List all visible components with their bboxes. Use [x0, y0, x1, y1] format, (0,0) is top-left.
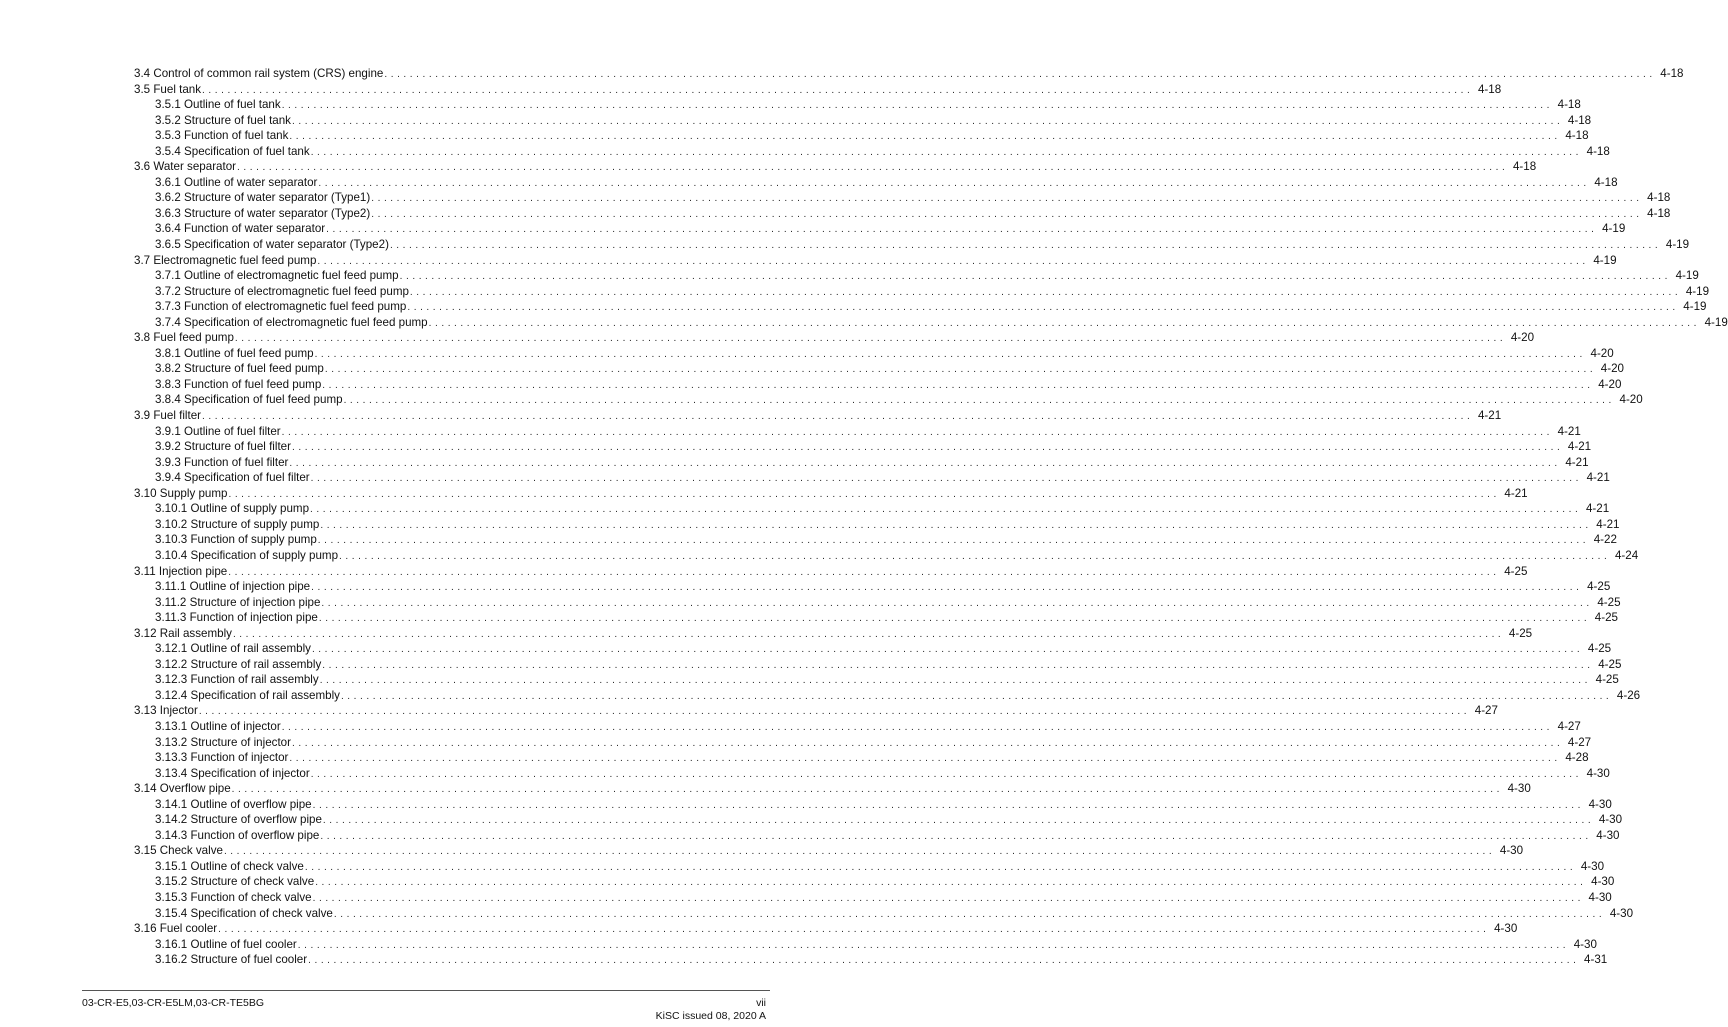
toc-subsection-entry[interactable]	[134, 470, 1610, 486]
toc-leader-dots: . . . . . . . . . . . . . . . . . . . . . . . . . . . . . . . . . . . . . . . . . . . . . . . . . . . . . . . . . . . . . . . . . . . . . . . . . . . . . . . . . . . . . . . . . . . . . . . . . . . . . . . . . . . . . . . . . . . . . . . . . . . . . . . . . . . . . . . . . . . . . . . . . . . . . . . . . . . . . . . . . . . . . . . . . . . . . . . . . . . . . . . . . . . . . . . . . . . . . . . .	[322, 659, 1591, 671]
toc-leader-dots: . . . . . . . . . . . . . . . . . . . . . . . . . . . . . . . . . . . . . . . . . . . . . . . . . . . . . . . . . . . . . . . . . . . . . . . . . . . . . . . . . . . . . . . . . . . . . . . . . . . . . . . . . . . . . . . . . . . . . . . . . . . . . . . . . . . . . . . . . . . . . . . . . . . . . . . . . . . . . . . . . . . . . . . . . . . . . . . . . . . . . . . . . . . . . . . . . . . . . . . .	[308, 955, 1577, 967]
toc-entry-page: 4-20	[1600, 362, 1625, 376]
toc-entry-page: 4-21	[1565, 455, 1589, 469]
toc-entry-title: 3.9.2 Structure of fuel filter	[155, 440, 291, 454]
toc-entry-page: 4-19	[1704, 315, 1728, 329]
toc-entry-title: 3.6.3 Structure of water separator (Type2)	[155, 206, 371, 220]
toc-subsection-entry[interactable]	[134, 657, 1622, 673]
toc-subsection-entry[interactable]	[134, 766, 1610, 782]
toc-entry-page: 4-21	[1477, 409, 1502, 423]
toc-entry-title: 3.12.2 Structure of rail assembly	[155, 657, 322, 671]
table-of-contents	[134, 66, 1728, 968]
toc-subsection-entry[interactable]	[134, 237, 1690, 253]
toc-leader-dots: . . . . . . . . . . . . . . . . . . . . . . . . . . . . . . . . . . . . . . . . . . . . . . . . . . . . . . . . . . . . . . . . . . . . . . . . . . . . . . . . . . . . . . . . . . . . . . . . . . . . . . . . . . . . . . . . . . . . . . . . . . . . . . . . . . . . . . . . . . . . . . . . . . . . . . . . . . . . . . . . . . . . . . . . . . . . . . . . . . . . . . . . . . . . . . . . . . . . . . . .	[318, 613, 1588, 625]
toc-entry-title: 3.14.2 Structure of overflow pipe	[155, 813, 322, 827]
toc-entry-title: 3.8.1 Outline of fuel feed pump	[155, 346, 314, 360]
toc-leader-dots: . . . . . . . . . . . . . . . . . . . . . . . . . . . . . . . . . . . . . . . . . . . . . . . . . . . . . . . . . . . . . . . . . . . . . . . . . . . . . . . . . . . . . . . . . . . . . . . . . . . . . . . . . . . . . . . . . . . . . . . . . . . . . . . . . . . . . . . . . . . . . . . . . . . . . . . . . . . . . . . . . . . . . . . . . . . . . . . . . . . . . . . . . . . . . . . . . . . . . . . .	[399, 271, 1668, 283]
toc-entry-title: 3.8.3 Function of fuel feed pump	[155, 377, 322, 391]
toc-entry-title: 3.16 Fuel cooler	[134, 922, 218, 936]
toc-leader-dots: . . . . . . . . . . . . . . . . . . . . . . . . . . . . . . . . . . . . . . . . . . . . . . . . . . . . . . . . . . . . . . . . . . . . . . . . . . . . . . . . . . . . . . . . . . . . . . . . . . . . . . . . . . . . . . . . . . . . . . . . . . . . . . . . . . . . . . . . . . . . . . . . . . . . . . . . . . . . . . . . . . . . . . . . . . . . . . . . . . . . . . . . . . . . . . . . . . . . . . . .	[371, 208, 1640, 220]
toc-entry-title: 3.7.1 Outline of electromagnetic fuel feed pump	[155, 269, 399, 283]
toc-subsection-entry[interactable]	[134, 890, 1612, 906]
toc-entry-page: 4-21	[1596, 517, 1620, 531]
toc-entry-page: 4-21	[1557, 424, 1581, 438]
toc-subsection-entry[interactable]	[134, 579, 1611, 595]
toc-entry-page: 4-28	[1565, 751, 1589, 765]
toc-subsection-entry[interactable]	[134, 532, 1617, 548]
toc-entry-page: 4-30	[1499, 844, 1524, 858]
toc-subsection-entry[interactable]	[134, 937, 1597, 953]
toc-leader-dots: . . . . . . . . . . . . . . . . . . . . . . . . . . . . . . . . . . . . . . . . . . . . . . . . . . . . . . . . . . . . . . . . . . . . . . . . . . . . . . . . . . . . . . . . . . . . . . . . . . . . . . . . . . . . . . . . . . . . . . . . . . . . . . . . . . . . . . . . . . . . . . . . . . . . . . . . . . . . . . . . . . . . . . . . . . . . . . . . . . . . . . . . . . . . . . . . . . . . . . . .	[333, 908, 1603, 920]
toc-entry-title: 3.11 Injection pipe	[134, 564, 228, 578]
toc-subsection-entry[interactable]	[134, 361, 1625, 377]
toc-leader-dots: . . . . . . . . . . . . . . . . . . . . . . . . . . . . . . . . . . . . . . . . . . . . . . . . . . . . . . . . . . . . . . . . . . . . . . . . . . . . . . . . . . . . . . . . . . . . . . . . . . . . . . . . . . . . . . . . . . . . . . . . . . . . . . . . . . . . . . . . . . . . . . . . . . . . . . . . . . . . . . . . . . . . . . . . . . . . . . . . . . . . . . . . . . . . . . . . . . . . . . . .	[312, 799, 1581, 811]
toc-subsection-entry[interactable]	[134, 797, 1612, 813]
toc-leader-dots: . . . . . . . . . . . . . . . . . . . . . . . . . . . . . . . . . . . . . . . . . . . . . . . . . . . . . . . . . . . . . . . . . . . . . . . . . . . . . . . . . . . . . . . . . . . . . . . . . . . . . . . . . . . . . . . . . . . . . . . . . . . . . . . . . . . . . . . . . . . . . . . . . . . . . . . . . . . . . . . . . . . . . . . . . . . . . . . . . . . . . . . . . . . . . . . . . . . . . . . .	[371, 193, 1640, 205]
toc-entry-title: 3.9.1 Outline of fuel filter	[155, 424, 281, 438]
toc-entry-page: 4-20	[1619, 393, 1643, 407]
toc-entry-page: 4-25	[1594, 611, 1619, 625]
toc-leader-dots: . . . . . . . . . . . . . . . . . . . . . . . . . . . . . . . . . . . . . . . . . . . . . . . . . . . . . . . . . . . . . . . . . . . . . . . . . . . . . . . . . . . . . . . . . . . . . . . . . . . . . . . . . . . . . . . . . . . . . . . . . . . . . . . . . . . . . . . . . . . . . . . . . . . . . . . . . . . . . . . . . . . . . . . . . . . . . . . . . . . . . . . . . . . . . . . . . . . . . . . .	[322, 815, 1592, 827]
toc-subsection-entry[interactable]	[134, 750, 1589, 766]
toc-leader-dots: . . . . . . . . . . . . . . . . . . . . . . . . . . . . . . . . . . . . . . . . . . . . . . . . . . . . . . . . . . . . . . . . . . . . . . . . . . . . . . . . . . . . . . . . . . . . . . . . . . . . . . . . . . . . . . . . . . . . . . . . . . . . . . . . . . . . . . . . . . . . . . . . . . . . . . . . . . . . . . . . . . . . . . . . . . . . . . . . . . . . . . . . . . . . . . . . . . . . . . . .	[218, 924, 1487, 936]
toc-entry-title: 3.5 Fuel tank	[134, 82, 202, 96]
toc-entry-title: 3.6.2 Structure of water separator (Type1)	[155, 191, 371, 205]
toc-entry-title: 3.13.4 Specification of injector	[155, 766, 310, 780]
toc-subsection-entry[interactable]	[134, 719, 1581, 735]
toc-subsection-entry[interactable]	[134, 128, 1589, 144]
toc-subsection-entry[interactable]	[134, 392, 1643, 408]
toc-entry-page: 4-30	[1591, 875, 1615, 889]
toc-entry-title: 3.15 Check valve	[134, 844, 223, 858]
toc-entry-title: 3.6 Water separator	[134, 160, 237, 174]
toc-section-entry[interactable]	[134, 781, 1531, 797]
toc-entry-title: 3.5.2 Structure of fuel tank	[155, 113, 291, 127]
toc-subsection-entry[interactable]	[134, 221, 1626, 237]
toc-entry-page: 4-19	[1675, 269, 1699, 283]
toc-leader-dots: . . . . . . . . . . . . . . . . . . . . . . . . . . . . . . . . . . . . . . . . . . . . . . . . . . . . . . . . . . . . . . . . . . . . . . . . . . . . . . . . . . . . . . . . . . . . . . . . . . . . . . . . . . . . . . . . . . . . . . . . . . . . . . . . . . . . . . . . . . . . . . . . . . . . . . . . . . . . . . . . . . . . . . . . . . . . . . . . . . . . . . . . . . . . . . . . . . . . . . . .	[326, 224, 1595, 236]
toc-entry-page: 4-19	[1593, 253, 1617, 267]
toc-entry-page: 4-25	[1598, 657, 1622, 671]
toc-entry-page: 4-31	[1584, 953, 1608, 967]
toc-leader-dots: . . . . . . . . . . . . . . . . . . . . . . . . . . . . . . . . . . . . . . . . . . . . . . . . . . . . . . . . . . . . . . . . . . . . . . . . . . . . . . . . . . . . . . . . . . . . . . . . . . . . . . . . . . . . . . . . . . . . . . . . . . . . . . . . . . . . . . . . . . . . . . . . . . . . . . . . . . . . . . . . . . . . . . . . . . . . . . . . . . . . . . . . . . . . . . . . . . . . . . . .	[317, 535, 1586, 547]
toc-entry-title: 3.4 Control of common rail system (CRS) engine	[134, 67, 384, 80]
toc-subsection-entry[interactable]	[134, 641, 1612, 657]
toc-leader-dots: . . . . . . . . . . . . . . . . . . . . . . . . . . . . . . . . . . . . . . . . . . . . . . . . . . . . . . . . . . . . . . . . . . . . . . . . . . . . . . . . . . . . . . . . . . . . . . . . . . . . . . . . . . . . . . . . . . . . . . . . . . . . . . . . . . . . . . . . . . . . . . . . . . . . . . . . . . . . . . . . . . . . . . . . . . . . . . . . . . . . . . . . . . . . . . . . . . . . . . . .	[281, 100, 1550, 112]
toc-entry-page: 4-25	[1597, 595, 1621, 609]
toc-leader-dots: . . . . . . . . . . . . . . . . . . . . . . . . . . . . . . . . . . . . . . . . . . . . . . . . . . . . . . . . . . . . . . . . . . . . . . . . . . . . . . . . . . . . . . . . . . . . . . . . . . . . . . . . . . . . . . . . . . . . . . . . . . . . . . . . . . . . . . . . . . . . . . . . . . . . . . . . . . . . . . . . . . . . . . . . . . . . . . . . . . . . . . . . . . . . . . . . . . . . . . . .	[228, 566, 1497, 578]
toc-entry-page: 4-21	[1504, 486, 1528, 500]
toc-entry-page: 4-20	[1590, 346, 1614, 360]
toc-entry-title: 3.7 Electromagnetic fuel feed pump	[134, 253, 317, 267]
toc-entry-page: 4-26	[1616, 688, 1641, 702]
toc-entry-page: 4-30	[1588, 797, 1612, 811]
toc-entry-title: 3.15.2 Structure of check valve	[155, 875, 315, 889]
issue-note: KiSC issued 08, 2020 A	[655, 1010, 766, 1022]
toc-entry-title: 3.8 Fuel feed pump	[134, 331, 234, 345]
toc-entry-title: 3.13 Injector	[134, 704, 198, 718]
toc-entry-title: 3.5.3 Function of fuel tank	[155, 129, 289, 143]
toc-entry-title: 3.12.4 Specification of rail assembly	[155, 688, 340, 702]
toc-entry-title: 3.15.3 Function of check valve	[155, 890, 312, 904]
toc-entry-page: 4-20	[1510, 331, 1535, 345]
toc-subsection-entry[interactable]	[134, 206, 1671, 222]
toc-leader-dots: . . . . . . . . . . . . . . . . . . . . . . . . . . . . . . . . . . . . . . . . . . . . . . . . . . . . . . . . . . . . . . . . . . . . . . . . . . . . . . . . . . . . . . . . . . . . . . . . . . . . . . . . . . . . . . . . . . . . . . . . . . . . . . . . . . . . . . . . . . . . . . . . . . . . . . . . . . . . . . . . . . . . . . . . . . . . . . . . . . . . . . . . . . . . . . . . . . . . . . . .	[289, 753, 1558, 765]
toc-entry-title: 3.8.2 Structure of fuel feed pump	[155, 362, 324, 376]
toc-entry-page: 4-24	[1614, 548, 1639, 562]
toc-subsection-entry[interactable]	[134, 377, 1622, 393]
toc-entry-title: 3.13.1 Outline of injector	[155, 719, 281, 733]
toc-entry-title: 3.16.2 Structure of fuel cooler	[155, 953, 308, 967]
toc-leader-dots: . . . . . . . . . . . . . . . . . . . . . . . . . . . . . . . . . . . . . . . . . . . . . . . . . . . . . . . . . . . . . . . . . . . . . . . . . . . . . . . . . . . . . . . . . . . . . . . . . . . . . . . . . . . . . . . . . . . . . . . . . . . . . . . . . . . . . . . . . . . . . . . . . . . . . . . . . . . . . . . . . . . . . . . . . . . . . . . . . . . . . . . . . . . . . . . . . . . . . . . .	[310, 146, 1579, 158]
toc-entry-title: 3.14.1 Outline of overflow pipe	[155, 797, 312, 811]
toc-subsection-entry[interactable]	[134, 299, 1707, 315]
toc-entry-title: 3.12 Rail assembly	[134, 626, 232, 640]
toc-entry-page: 4-30	[1596, 828, 1620, 842]
toc-subsection-entry[interactable]	[134, 113, 1592, 129]
toc-entry-page: 4-27	[1474, 704, 1498, 718]
toc-leader-dots: . . . . . . . . . . . . . . . . . . . . . . . . . . . . . . . . . . . . . . . . . . . . . . . . . . . . . . . . . . . . . . . . . . . . . . . . . . . . . . . . . . . . . . . . . . . . . . . . . . . . . . . . . . . . . . . . . . . . . . . . . . . . . . . . . . . . . . . . . . . . . . . . . . . . . . . . . . . . . . . . . . . . . . . . . . . . . . . . . . . . . . . . . . . . . . . . . . . . . . . .	[315, 877, 1584, 889]
toc-entry-title: 3.14 Overflow pipe	[134, 782, 231, 796]
toc-entry-title: 3.10.1 Outline of supply pump	[155, 502, 310, 516]
toc-entry-title: 3.7.3 Function of electromagnetic fuel feed pump	[155, 300, 407, 314]
toc-entry-title: 3.5.1 Outline of fuel tank	[155, 98, 281, 112]
toc-entry-title: 3.6.1 Outline of water separator	[155, 175, 318, 189]
toc-leader-dots: . . . . . . . . . . . . . . . . . . . . . . . . . . . . . . . . . . . . . . . . . . . . . . . . . . . . . . . . . . . . . . . . . . . . . . . . . . . . . . . . . . . . . . . . . . . . . . . . . . . . . . . . . . . . . . . . . . . . . . . . . . . . . . . . . . . . . . . . . . . . . . . . . . . . . . . . . . . . . . . . . . . . . . . . . . . . . . . . . . . . . . . . . . . . . . . . . . . . . . . .	[321, 597, 1590, 609]
toc-entry-title: 3.13.2 Structure of injector	[155, 735, 291, 749]
toc-entry-page: 4-21	[1585, 502, 1610, 516]
toc-entry-page: 4-18	[1565, 129, 1589, 143]
toc-entry-page: 4-30	[1580, 859, 1605, 873]
toc-leader-dots: . . . . . . . . . . . . . . . . . . . . . . . . . . . . . . . . . . . . . . . . . . . . . . . . . . . . . . . . . . . . . . . . . . . . . . . . . . . . . . . . . . . . . . . . . . . . . . . . . . . . . . . . . . . . . . . . . . . . . . . . . . . . . . . . . . . . . . . . . . . . . . . . . . . . . . . . . . . . . . . . . . . . . . . . . . . . . . . . . . . . . . . . . . . . . . . . . . . . . . . .	[428, 317, 1697, 329]
toc-entry-page: 4-30	[1507, 782, 1531, 796]
toc-leader-dots: . . . . . . . . . . . . . . . . . . . . . . . . . . . . . . . . . . . . . . . . . . . . . . . . . . . . . . . . . . . . . . . . . . . . . . . . . . . . . . . . . . . . . . . . . . . . . . . . . . . . . . . . . . . . . . . . . . . . . . . . . . . . . . . . . . . . . . . . . . . . . . . . . . . . . . . . . . . . . . . . . . . . . . . . . . . . . . . . . . . . . . . . . . . . . . . . . . . . . . . .	[304, 861, 1574, 873]
toc-subsection-entry[interactable]	[134, 812, 1623, 828]
toc-leader-dots: . . . . . . . . . . . . . . . . . . . . . . . . . . . . . . . . . . . . . . . . . . . . . . . . . . . . . . . . . . . . . . . . . . . . . . . . . . . . . . . . . . . . . . . . . . . . . . . . . . . . . . . . . . . . . . . . . . . . . . . . . . . . . . . . . . . . . . . . . . . . . . . . . . . . . . . . . . . . . . . . . . . . . . . . . . . . . . . . . . . . . . . . . . . . . . . . . . . . . . . .	[281, 426, 1550, 438]
toc-subsection-entry[interactable]	[134, 610, 1619, 626]
toc-leader-dots: . . . . . . . . . . . . . . . . . . . . . . . . . . . . . . . . . . . . . . . . . . . . . . . . . . . . . . . . . . . . . . . . . . . . . . . . . . . . . . . . . . . . . . . . . . . . . . . . . . . . . . . . . . . . . . . . . . . . . . . . . . . . . . . . . . . . . . . . . . . . . . . . . . . . . . . . . . . . . . . . . . . . . . . . . . . . . . . . . . . . . . . . . . . . . . . . . . . . . . . .	[232, 628, 1502, 640]
toc-leader-dots: . . . . . . . . . . . . . . . . . . . . . . . . . . . . . . . . . . . . . . . . . . . . . . . . . . . . . . . . . . . . . . . . . . . . . . . . . . . . . . . . . . . . . . . . . . . . . . . . . . . . . . . . . . . . . . . . . . . . . . . . . . . . . . . . . . . . . . . . . . . . . . . . . . . . . . . . . . . . . . . . . . . . . . . . . . . . . . . . . . . . . . . . . . . . . . . . . . . . . . . .	[310, 473, 1579, 485]
toc-leader-dots: . . . . . . . . . . . . . . . . . . . . . . . . . . . . . . . . . . . . . . . . . . . . . . . . . . . . . . . . . . . . . . . . . . . . . . . . . . . . . . . . . . . . . . . . . . . . . . . . . . . . . . . . . . . . . . . . . . . . . . . . . . . . . . . . . . . . . . . . . . . . . . . . . . . . . . . . . . . . . . . . . . . . . . . . . . . . . . . . . . . . . . . . . . . . . . . . . . . . . . . .	[310, 768, 1579, 780]
toc-section-entry[interactable]	[134, 564, 1528, 580]
toc-section-entry[interactable]	[134, 253, 1617, 269]
toc-subsection-entry[interactable]	[134, 175, 1618, 191]
toc-subsection-entry[interactable]	[134, 501, 1610, 517]
toc-entry-page: 4-21	[1586, 471, 1610, 485]
toc-leader-dots: . . . . . . . . . . . . . . . . . . . . . . . . . . . . . . . . . . . . . . . . . . . . . . . . . . . . . . . . . . . . . . . . . . . . . . . . . . . . . . . . . . . . . . . . . . . . . . . . . . . . . . . . . . . . . . . . . . . . . . . . . . . . . . . . . . . . . . . . . . . . . . . . . . . . . . . . . . . . . . . . . . . . . . . . . . . . . . . . . . . . . . . . . . . . . . . . . . . . . . . .	[317, 255, 1586, 267]
toc-entry-page: 4-30	[1586, 766, 1610, 780]
toc-entry-page: 4-18	[1512, 160, 1537, 174]
toc-entry-title: 3.16.1 Outline of fuel cooler	[155, 937, 297, 951]
toc-subsection-entry[interactable]	[134, 97, 1581, 113]
toc-entry-title: 3.10.4 Specification of supply pump	[155, 548, 339, 562]
toc-leader-dots: . . . . . . . . . . . . . . . . . . . . . . . . . . . . . . . . . . . . . . . . . . . . . . . . . . . . . . . . . . . . . . . . . . . . . . . . . . . . . . . . . . . . . . . . . . . . . . . . . . . . . . . . . . . . . . . . . . . . . . . . . . . . . . . . . . . . . . . . . . . . . . . . . . . . . . . . . . . . . . . . . . . . . . . . . . . . . . . . . . . . . . . . . . . . . . . . . . . . . . . .	[319, 675, 1588, 687]
toc-leader-dots: . . . . . . . . . . . . . . . . . . . . . . . . . . . . . . . . . . . . . . . . . . . . . . . . . . . . . . . . . . . . . . . . . . . . . . . . . . . . . . . . . . . . . . . . . . . . . . . . . . . . . . . . . . . . . . . . . . . . . . . . . . . . . . . . . . . . . . . . . . . . . . . . . . . . . . . . . . . . . . . . . . . . . . . . . . . . . . . . . . . . . . . . . . . . . . . . . . . . . . . .	[228, 488, 1497, 500]
toc-entry-page: 4-18	[1647, 206, 1671, 220]
toc-leader-dots: . . . . . . . . . . . . . . . . . . . . . . . . . . . . . . . . . . . . . . . . . . . . . . . . . . . . . . . . . . . . . . . . . . . . . . . . . . . . . . . . . . . . . . . . . . . . . . . . . . . . . . . . . . . . . . . . . . . . . . . . . . . . . . . . . . . . . . . . . . . . . . . . . . . . . . . . . . . . . . . . . . . . . . . . . . . . . . . . . . . . . . . . . . . . . . . . . . . . . . . .	[320, 830, 1589, 842]
toc-entry-page: 4-19	[1685, 284, 1710, 298]
toc-leader-dots: . . . . . . . . . . . . . . . . . . . . . . . . . . . . . . . . . . . . . . . . . . . . . . . . . . . . . . . . . . . . . . . . . . . . . . . . . . . . . . . . . . . . . . . . . . . . . . . . . . . . . . . . . . . . . . . . . . . . . . . . . . . . . . . . . . . . . . . . . . . . . . . . . . . . . . . . . . . . . . . . . . . . . . . . . . . . . . . . . . . . . . . . . . . . . . . . . . . . . . . .	[231, 784, 1500, 796]
toc-entry-page: 4-19	[1602, 222, 1626, 236]
toc-entry-page: 4-18	[1660, 67, 1684, 80]
toc-subsection-entry[interactable]	[134, 268, 1699, 284]
toc-entry-page: 4-18	[1557, 98, 1581, 112]
toc-subsection-entry[interactable]	[134, 735, 1592, 751]
toc-subsection-entry[interactable]	[134, 906, 1634, 922]
toc-subsection-entry[interactable]	[134, 595, 1621, 611]
toc-entry-title: 3.12.1 Outline of rail assembly	[155, 642, 311, 656]
toc-subsection-entry[interactable]	[134, 874, 1615, 890]
toc-section-entry[interactable]	[134, 408, 1502, 424]
toc-leader-dots: . . . . . . . . . . . . . . . . . . . . . . . . . . . . . . . . . . . . . . . . . . . . . . . . . . . . . . . . . . . . . . . . . . . . . . . . . . . . . . . . . . . . . . . . . . . . . . . . . . . . . . . . . . . . . . . . . . . . . . . . . . . . . . . . . . . . . . . . . . . . . . . . . . . . . . . . . . . . . . . . . . . . . . . . . . . . . . . . . . . . . . . . . . . . . . . . . . . . . . . .	[291, 737, 1561, 749]
toc-entry-page: 4-25	[1508, 626, 1533, 640]
toc-subsection-entry[interactable]	[134, 190, 1671, 206]
toc-section-entry[interactable]	[134, 921, 1518, 937]
toc-entry-page: 4-18	[1477, 82, 1502, 96]
toc-section-entry[interactable]	[134, 486, 1528, 502]
toc-leader-dots: . . . . . . . . . . . . . . . . . . . . . . . . . . . . . . . . . . . . . . . . . . . . . . . . . . . . . . . . . . . . . . . . . . . . . . . . . . . . . . . . . . . . . . . . . . . . . . . . . . . . . . . . . . . . . . . . . . . . . . . . . . . . . . . . . . . . . . . . . . . . . . . . . . . . . . . . . . . . . . . . . . . . . . . . . . . . . . . . . . . . . . . . . . . . . . . . . . . . . . . .	[310, 504, 1579, 516]
toc-leader-dots: . . . . . . . . . . . . . . . . . . . . . . . . . . . . . . . . . . . . . . . . . . . . . . . . . . . . . . . . . . . . . . . . . . . . . . . . . . . . . . . . . . . . . . . . . . . . . . . . . . . . . . . . . . . . . . . . . . . . . . . . . . . . . . . . . . . . . . . . . . . . . . . . . . . . . . . . . . . . . . . . . . . . . . . . . . . . . . . . . . . . . . . . . . . . . . . . . . . . . . . .	[311, 644, 1581, 656]
toc-leader-dots: . . . . . . . . . . . . . . . . . . . . . . . . . . . . . . . . . . . . . . . . . . . . . . . . . . . . . . . . . . . . . . . . . . . . . . . . . . . . . . . . . . . . . . . . . . . . . . . . . . . . . . . . . . . . . . . . . . . . . . . . . . . . . . . . . . . . . . . . . . . . . . . . . . . . . . . . . . . . . . . . . . . . . . . . . . . . . . . . . . . . . . . . . . . . . . . . . . . . . . . .	[340, 690, 1610, 702]
toc-entry-title: 3.11.2 Structure of injection pipe	[155, 595, 321, 609]
toc-leader-dots: . . . . . . . . . . . . . . . . . . . . . . . . . . . . . . . . . . . . . . . . . . . . . . . . . . . . . . . . . . . . . . . . . . . . . . . . . . . . . . . . . . . . . . . . . . . . . . . . . . . . . . . . . . . . . . . . . . . . . . . . . . . . . . . . . . . . . . . . . . . . . . . . . . . . . . . . . . . . . . . . . . . . . . . . . . . . . . . . . . . . . . . . . . . . . . . . . . . . . . . .	[289, 457, 1558, 469]
toc-entry-title: 3.15.4 Specification of check valve	[155, 906, 333, 920]
toc-subsection-entry[interactable]	[134, 284, 1710, 300]
toc-leader-dots: . . . . . . . . . . . . . . . . . . . . . . . . . . . . . . . . . . . . . . . . . . . . . . . . . . . . . . . . . . . . . . . . . . . . . . . . . . . . . . . . . . . . . . . . . . . . . . . . . . . . . . . . . . . . . . . . . . . . . . . . . . . . . . . . . . . . . . . . . . . . . . . . . . . . . . . . . . . . . . . . . . . . . . . . . . . . . . . . . . . . . . . . . . . . . . . . . . . . . . . .	[237, 162, 1506, 174]
toc-entry-title: 3.11.1 Outline of injection pipe	[155, 580, 311, 594]
footer-divider	[82, 990, 770, 991]
toc-entry-page: 4-25	[1587, 642, 1612, 656]
toc-entry-title: 3.7.2 Structure of electromagnetic fuel feed pump	[155, 284, 409, 298]
toc-entry-title: 3.9.4 Specification of fuel filter	[155, 471, 310, 485]
toc-leader-dots: . . . . . . . . . . . . . . . . . . . . . . . . . . . . . . . . . . . . . . . . . . . . . . . . . . . . . . . . . . . . . . . . . . . . . . . . . . . . . . . . . . . . . . . . . . . . . . . . . . . . . . . . . . . . . . . . . . . . . . . . . . . . . . . . . . . . . . . . . . . . . . . . . . . . . . . . . . . . . . . . . . . . . . . . . . . . . . . . . . . . . . . . . . . . . . . . . . . . . . . .	[318, 177, 1587, 189]
toc-entry-page: 4-30	[1598, 813, 1623, 827]
toc-section-entry[interactable]	[134, 330, 1535, 346]
toc-entry-page: 4-30	[1609, 906, 1634, 920]
toc-leader-dots: . . . . . . . . . . . . . . . . . . . . . . . . . . . . . . . . . . . . . . . . . . . . . . . . . . . . . . . . . . . . . . . . . . . . . . . . . . . . . . . . . . . . . . . . . . . . . . . . . . . . . . . . . . . . . . . . . . . . . . . . . . . . . . . . . . . . . . . . . . . . . . . . . . . . . . . . . . . . . . . . . . . . . . . . . . . . . . . . . . . . . . . . . . . . . . . . . . . . . . . .	[281, 721, 1550, 733]
toc-entry-title: 3.8.4 Specification of fuel feed pump	[155, 393, 343, 407]
toc-entry-page: 4-25	[1587, 580, 1611, 594]
toc-section-entry[interactable]	[134, 82, 1502, 98]
toc-leader-dots: . . . . . . . . . . . . . . . . . . . . . . . . . . . . . . . . . . . . . . . . . . . . . . . . . . . . . . . . . . . . . . . . . . . . . . . . . . . . . . . . . . . . . . . . . . . . . . . . . . . . . . . . . . . . . . . . . . . . . . . . . . . . . . . . . . . . . . . . . . . . . . . . . . . . . . . . . . . . . . . . . . . . . . . . . . . . . . . . . . . . . . . . . . . . . . . . . . . . . . . .	[291, 115, 1561, 127]
toc-leader-dots: . . . . . . . . . . . . . . . . . . . . . . . . . . . . . . . . . . . . . . . . . . . . . . . . . . . . . . . . . . . . . . . . . . . . . . . . . . . . . . . . . . . . . . . . . . . . . . . . . . . . . . . . . . . . . . . . . . . . . . . . . . . . . . . . . . . . . . . . . . . . . . . . . . . . . . . . . . . . . . . . . . . . . . . . . . . . . . . . . . . . . . . . . . . . . . . . . . . . . . . .	[314, 348, 1583, 360]
toc-leader-dots: . . . . . . . . . . . . . . . . . . . . . . . . . . . . . . . . . . . . . . . . . . . . . . . . . . . . . . . . . . . . . . . . . . . . . . . . . . . . . . . . . . . . . . . . . . . . . . . . . . . . . . . . . . . . . . . . . . . . . . . . . . . . . . . . . . . . . . . . . . . . . . . . . . . . . . . . . . . . . . . . . . . . . . . . . . . . . . . . . . . . . . . . . . . . . . . . . . . . . . . .	[311, 582, 1580, 594]
toc-section-entry[interactable]	[134, 66, 1684, 82]
toc-leader-dots: . . . . . . . . . . . . . . . . . . . . . . . . . . . . . . . . . . . . . . . . . . . . . . . . . . . . . . . . . . . . . . . . . . . . . . . . . . . . . . . . . . . . . . . . . . . . . . . . . . . . . . . . . . . . . . . . . . . . . . . . . . . . . . . . . . . . . . . . . . . . . . . . . . . . . . . . . . . . . . . . . . . . . . . . . . . . . . . . . . . . . . . . . . . . . . . . . . . . . . . .	[322, 379, 1591, 391]
toc-entry-page: 4-25	[1504, 564, 1528, 578]
toc-entry-page: 4-19	[1665, 238, 1690, 252]
toc-subsection-entry[interactable]	[134, 672, 1619, 688]
toc-leader-dots: . . . . . . . . . . . . . . . . . . . . . . . . . . . . . . . . . . . . . . . . . . . . . . . . . . . . . . . . . . . . . . . . . . . . . . . . . . . . . . . . . . . . . . . . . . . . . . . . . . . . . . . . . . . . . . . . . . . . . . . . . . . . . . . . . . . . . . . . . . . . . . . . . . . . . . . . . . . . . . . . . . . . . . . . . . . . . . . . . . . . . . . . . . . . . . . . . . . . . . . .	[234, 333, 1504, 345]
toc-entry-page: 4-18	[1594, 175, 1618, 189]
toc-entry-title: 3.15.1 Outline of check valve	[155, 859, 304, 873]
toc-entry-title: 3.13.3 Function of injector	[155, 751, 289, 765]
toc-subsection-entry[interactable]	[134, 439, 1592, 455]
toc-subsection-entry[interactable]	[134, 455, 1589, 471]
toc-subsection-entry[interactable]	[134, 952, 1608, 968]
toc-entry-title: 3.6.4 Function of water separator	[155, 222, 326, 236]
toc-entry-page: 4-30	[1573, 937, 1597, 951]
toc-subsection-entry[interactable]	[134, 144, 1610, 160]
footer-model-codes: 03-CR-E5,03-CR-E5LM,03-CR-TE5BG	[82, 997, 265, 1009]
toc-leader-dots: . . . . . . . . . . . . . . . . . . . . . . . . . . . . . . . . . . . . . . . . . . . . . . . . . . . . . . . . . . . . . . . . . . . . . . . . . . . . . . . . . . . . . . . . . . . . . . . . . . . . . . . . . . . . . . . . . . . . . . . . . . . . . . . . . . . . . . . . . . . . . . . . . . . . . . . . . . . . . . . . . . . . . . . . . . . . . . . . . . . . . . . . . . . . . . . . . . . . . . . .	[320, 519, 1589, 531]
toc-leader-dots: . . . . . . . . . . . . . . . . . . . . . . . . . . . . . . . . . . . . . . . . . . . . . . . . . . . . . . . . . . . . . . . . . . . . . . . . . . . . . . . . . . . . . . . . . . . . . . . . . . . . . . . . . . . . . . . . . . . . . . . . . . . . . . . . . . . . . . . . . . . . . . . . . . . . . . . . . . . . . . . . . . . . . . . . . . . . . . . . . . . . . . . . . . . . . . . . . . . . . . . .	[223, 846, 1493, 858]
toc-leader-dots: . . . . . . . . . . . . . . . . . . . . . . . . . . . . . . . . . . . . . . . . . . . . . . . . . . . . . . . . . . . . . . . . . . . . . . . . . . . . . . . . . . . . . . . . . . . . . . . . . . . . . . . . . . . . . . . . . . . . . . . . . . . . . . . . . . . . . . . . . . . . . . . . . . . . . . . . . . . . . . . . . . . . . . . . . . . . . . . . . . . . . . . . . . . . . . . . . . . . . . . .	[312, 892, 1581, 904]
toc-leader-dots: . . . . . . . . . . . . . . . . . . . . . . . . . . . . . . . . . . . . . . . . . . . . . . . . . . . . . . . . . . . . . . . . . . . . . . . . . . . . . . . . . . . . . . . . . . . . . . . . . . . . . . . . . . . . . . . . . . . . . . . . . . . . . . . . . . . . . . . . . . . . . . . . . . . . . . . . . . . . . . . . . . . . . . . . . . . . . . . . . . . . . . . . . . . . . . . . . . . . . . . .	[384, 69, 1653, 80]
toc-leader-dots: . . . . . . . . . . . . . . . . . . . . . . . . . . . . . . . . . . . . . . . . . . . . . . . . . . . . . . . . . . . . . . . . . . . . . . . . . . . . . . . . . . . . . . . . . . . . . . . . . . . . . . . . . . . . . . . . . . . . . . . . . . . . . . . . . . . . . . . . . . . . . . . . . . . . . . . . . . . . . . . . . . . . . . . . . . . . . . . . . . . . . . . . . . . . . . . . . . . . . . . .	[202, 411, 1471, 423]
toc-entry-title: 3.10 Supply pump	[134, 486, 228, 500]
toc-leader-dots: . . . . . . . . . . . . . . . . . . . . . . . . . . . . . . . . . . . . . . . . . . . . . . . . . . . . . . . . . . . . . . . . . . . . . . . . . . . . . . . . . . . . . . . . . . . . . . . . . . . . . . . . . . . . . . . . . . . . . . . . . . . . . . . . . . . . . . . . . . . . . . . . . . . . . . . . . . . . . . . . . . . . . . . . . . . . . . . . . . . . . . . . . . . . . . . . . . . . . . . .	[407, 302, 1676, 314]
toc-section-entry[interactable]	[134, 159, 1537, 175]
toc-subsection-entry[interactable]	[134, 859, 1605, 875]
toc-subsection-entry[interactable]	[134, 548, 1639, 564]
toc-entry-page: 4-18	[1586, 144, 1610, 158]
toc-entry-page: 4-19	[1683, 300, 1707, 314]
toc-leader-dots: . . . . . . . . . . . . . . . . . . . . . . . . . . . . . . . . . . . . . . . . . . . . . . . . . . . . . . . . . . . . . . . . . . . . . . . . . . . . . . . . . . . . . . . . . . . . . . . . . . . . . . . . . . . . . . . . . . . . . . . . . . . . . . . . . . . . . . . . . . . . . . . . . . . . . . . . . . . . . . . . . . . . . . . . . . . . . . . . . . . . . . . . . . . . . . . . . . . . . . . .	[202, 84, 1471, 96]
toc-entry-title: 3.10.3 Function of supply pump	[155, 533, 317, 547]
toc-leader-dots: . . . . . . . . . . . . . . . . . . . . . . . . . . . . . . . . . . . . . . . . . . . . . . . . . . . . . . . . . . . . . . . . . . . . . . . . . . . . . . . . . . . . . . . . . . . . . . . . . . . . . . . . . . . . . . . . . . . . . . . . . . . . . . . . . . . . . . . . . . . . . . . . . . . . . . . . . . . . . . . . . . . . . . . . . . . . . . . . . . . . . . . . . . . . . . . . . . . . . . . .	[291, 442, 1561, 454]
toc-subsection-entry[interactable]	[134, 315, 1728, 331]
toc-entry-page: 4-18	[1647, 191, 1671, 205]
toc-entry-page: 4-27	[1557, 719, 1581, 733]
toc-entry-title: 3.7.4 Specification of electromagnetic fuel feed pump	[155, 315, 428, 329]
toc-subsection-entry[interactable]	[134, 688, 1641, 704]
toc-subsection-entry[interactable]	[134, 828, 1620, 844]
toc-leader-dots: . . . . . . . . . . . . . . . . . . . . . . . . . . . . . . . . . . . . . . . . . . . . . . . . . . . . . . . . . . . . . . . . . . . . . . . . . . . . . . . . . . . . . . . . . . . . . . . . . . . . . . . . . . . . . . . . . . . . . . . . . . . . . . . . . . . . . . . . . . . . . . . . . . . . . . . . . . . . . . . . . . . . . . . . . . . . . . . . . . . . . . . . . . . . . . . . . . . . . . . .	[198, 706, 1467, 718]
toc-subsection-entry[interactable]	[134, 517, 1620, 533]
toc-entry-page: 4-20	[1598, 377, 1622, 391]
toc-entry-page: 4-30	[1494, 922, 1518, 936]
toc-entry-title: 3.14.3 Function of overflow pipe	[155, 828, 320, 842]
toc-entry-title: 3.9.3 Function of fuel filter	[155, 455, 289, 469]
toc-leader-dots: . . . . . . . . . . . . . . . . . . . . . . . . . . . . . . . . . . . . . . . . . . . . . . . . . . . . . . . . . . . . . . . . . . . . . . . . . . . . . . . . . . . . . . . . . . . . . . . . . . . . . . . . . . . . . . . . . . . . . . . . . . . . . . . . . . . . . . . . . . . . . . . . . . . . . . . . . . . . . . . . . . . . . . . . . . . . . . . . . . . . . . . . . . . . . . . . . . . . . . . .	[324, 364, 1594, 376]
toc-entry-title: 3.11.3 Function of injection pipe	[155, 611, 318, 625]
toc-section-entry[interactable]	[134, 626, 1533, 642]
toc-leader-dots: . . . . . . . . . . . . . . . . . . . . . . . . . . . . . . . . . . . . . . . . . . . . . . . . . . . . . . . . . . . . . . . . . . . . . . . . . . . . . . . . . . . . . . . . . . . . . . . . . . . . . . . . . . . . . . . . . . . . . . . . . . . . . . . . . . . . . . . . . . . . . . . . . . . . . . . . . . . . . . . . . . . . . . . . . . . . . . . . . . . . . . . . . . . . . . . . . . . . . . . .	[343, 395, 1612, 407]
page-number: vii	[756, 997, 766, 1009]
toc-entry-page: 4-25	[1595, 673, 1619, 687]
toc-subsection-entry[interactable]	[134, 346, 1614, 362]
toc-leader-dots: . . . . . . . . . . . . . . . . . . . . . . . . . . . . . . . . . . . . . . . . . . . . . . . . . . . . . . . . . . . . . . . . . . . . . . . . . . . . . . . . . . . . . . . . . . . . . . . . . . . . . . . . . . . . . . . . . . . . . . . . . . . . . . . . . . . . . . . . . . . . . . . . . . . . . . . . . . . . . . . . . . . . . . . . . . . . . . . . . . . . . . . . . . . . . . . . . . . . . . . .	[289, 131, 1558, 143]
toc-leader-dots: . . . . . . . . . . . . . . . . . . . . . . . . . . . . . . . . . . . . . . . . . . . . . . . . . . . . . . . . . . . . . . . . . . . . . . . . . . . . . . . . . . . . . . . . . . . . . . . . . . . . . . . . . . . . . . . . . . . . . . . . . . . . . . . . . . . . . . . . . . . . . . . . . . . . . . . . . . . . . . . . . . . . . . . . . . . . . . . . . . . . . . . . . . . . . . . . . . . . . . . .	[297, 939, 1566, 951]
toc-leader-dots: . . . . . . . . . . . . . . . . . . . . . . . . . . . . . . . . . . . . . . . . . . . . . . . . . . . . . . . . . . . . . . . . . . . . . . . . . . . . . . . . . . . . . . . . . . . . . . . . . . . . . . . . . . . . . . . . . . . . . . . . . . . . . . . . . . . . . . . . . . . . . . . . . . . . . . . . . . . . . . . . . . . . . . . . . . . . . . . . . . . . . . . . . . . . . . . . . . . . . . . .	[389, 240, 1659, 252]
toc-entry-title: 3.12.3 Function of rail assembly	[155, 673, 319, 687]
toc-leader-dots: . . . . . . . . . . . . . . . . . . . . . . . . . . . . . . . . . . . . . . . . . . . . . . . . . . . . . . . . . . . . . . . . . . . . . . . . . . . . . . . . . . . . . . . . . . . . . . . . . . . . . . . . . . . . . . . . . . . . . . . . . . . . . . . . . . . . . . . . . . . . . . . . . . . . . . . . . . . . . . . . . . . . . . . . . . . . . . . . . . . . . . . . . . . . . . . . . . . . . . . .	[339, 550, 1608, 562]
toc-subsection-entry[interactable]	[134, 424, 1581, 440]
toc-entry-title: 3.5.4 Specification of fuel tank	[155, 144, 310, 158]
toc-entry-page: 4-18	[1567, 113, 1592, 127]
toc-entry-title: 3.9 Fuel filter	[134, 409, 202, 423]
toc-entry-page: 4-27	[1567, 735, 1592, 749]
toc-entry-page: 4-30	[1588, 890, 1612, 904]
toc-entry-page: 4-22	[1593, 533, 1617, 547]
toc-section-entry[interactable]	[134, 703, 1498, 719]
toc-entry-page: 4-21	[1567, 440, 1592, 454]
toc-section-entry[interactable]	[134, 843, 1524, 859]
toc-entry-title: 3.10.2 Structure of supply pump	[155, 517, 320, 531]
footer-right-block	[656, 997, 766, 1023]
toc-leader-dots: . . . . . . . . . . . . . . . . . . . . . . . . . . . . . . . . . . . . . . . . . . . . . . . . . . . . . . . . . . . . . . . . . . . . . . . . . . . . . . . . . . . . . . . . . . . . . . . . . . . . . . . . . . . . . . . . . . . . . . . . . . . . . . . . . . . . . . . . . . . . . . . . . . . . . . . . . . . . . . . . . . . . . . . . . . . . . . . . . . . . . . . . . . . . . . . . . . . . . . . .	[409, 286, 1679, 298]
toc-entry-title: 3.6.5 Specification of water separator (Type2)	[155, 238, 389, 252]
